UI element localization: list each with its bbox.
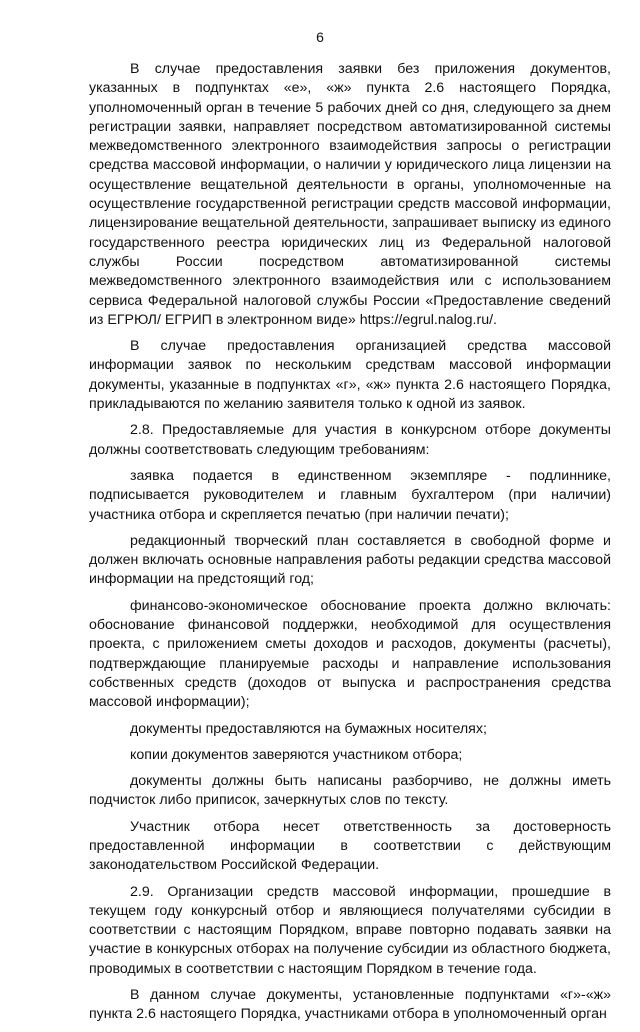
paragraph-copies-certified: копии документов заверяются участником отбора;	[130, 746, 463, 763]
paragraph-paper-documents: документы предоставляются на бумажных носителях;	[130, 720, 487, 737]
paragraph-2-8-requirements: 2.8. Предоставляемые для участия в конкурсном отборе документы должны соответствовать следующим требованиям:	[89, 422, 611, 458]
paragraph-missing-documents-request: В случае предоставления заявки без приложения документов, указанных в подпунктах «е», «ж» пункта 2.6 настоящего Порядка, уполномоченный орган в течение 5 рабочих дней со дня, следующего за днем регистрации заявки, направляет посредством автоматизированной системы межведомственного электронного взаимодействия запросы о регистрации средства массовой информации, о наличии у юридического лица лицензии на осуществление вещательной деятельности в органы, уполномоченные на осуществление государственной регистрации средств массовой информации, лицензирование вещательной деятельности, запрашивает выписку из единого государственного реестра юридических лиц из Федеральной налоговой службы России посредством автоматизированной системы межведомственного электронного взаимодействия или с использованием сервиса Федеральной налоговой службы России «Предоставление сведений из ЕГРЮЛ/ ЕГРИП в электронном виде» https://egrul.nalog.ru/.	[89, 61, 611, 328]
paragraph-participant-responsibility: Участник отбора несет ответственность за достоверность предоставленной информации в соответствии с действующим законодательством Российской Федерации.	[89, 818, 611, 874]
paragraph-application-single-copy: заявка подается в единственном экземпляре - подлиннике, подписывается руководителем и главным бухгалтером (при наличии) участника отбора и скрепляется печатью (при наличии печати);	[89, 467, 611, 523]
page-number: 6	[316, 29, 324, 45]
document-body	[89, 60, 611, 1032]
paragraph-documents-submission: В данном случае документы, установленные подпунктами «г»-«ж» пункта 2.6 настоящего Порядка, участниками отбора в уполномоченный орган	[89, 987, 611, 1023]
paragraph-2-9-repeat-applications: 2.9. Организации средств массовой информации, прошедшие в текущем году конкурсный отбор и являющиеся получателями субсидии в соответствии с настоящим Порядком, вправе повторно подавать заявки на участие в конкурсных отборах на получение субсидии из областного бюджета, проводимых в соответствии с настоящим Порядком в течение года.	[89, 883, 611, 977]
paragraph-financial-justification: финансово-экономическое обоснование проекта должно включать: обоснование финансовой поддержки, необходимой для осуществления проекта, с приложением сметы доходов и расходов, документы (расчеты), подтверждающие планируемые расходы и направление использования собственных средств (доходов от выпуска и распространения средства массовой информации);	[89, 597, 611, 711]
paragraph-editorial-plan: редакционный творческий план составляется в свободной форме и должен включать основные направления работы редакции средства массовой информации на предстоящий год;	[89, 532, 611, 588]
paragraph-multiple-media-applications: В случае предоставления организацией средства массовой информации заявок по нескольким средствам массовой информации документы, указанные в подпунктах «г», «ж» пункта 2.6 настоящего Порядка, прикладываются по желанию заявителя только к одной из заявок.	[89, 338, 611, 413]
paragraph-legible-documents: документы должны быть написаны разборчиво, не должны иметь подчисток либо приписок, зачеркнутых слов по тексту.	[89, 773, 611, 809]
